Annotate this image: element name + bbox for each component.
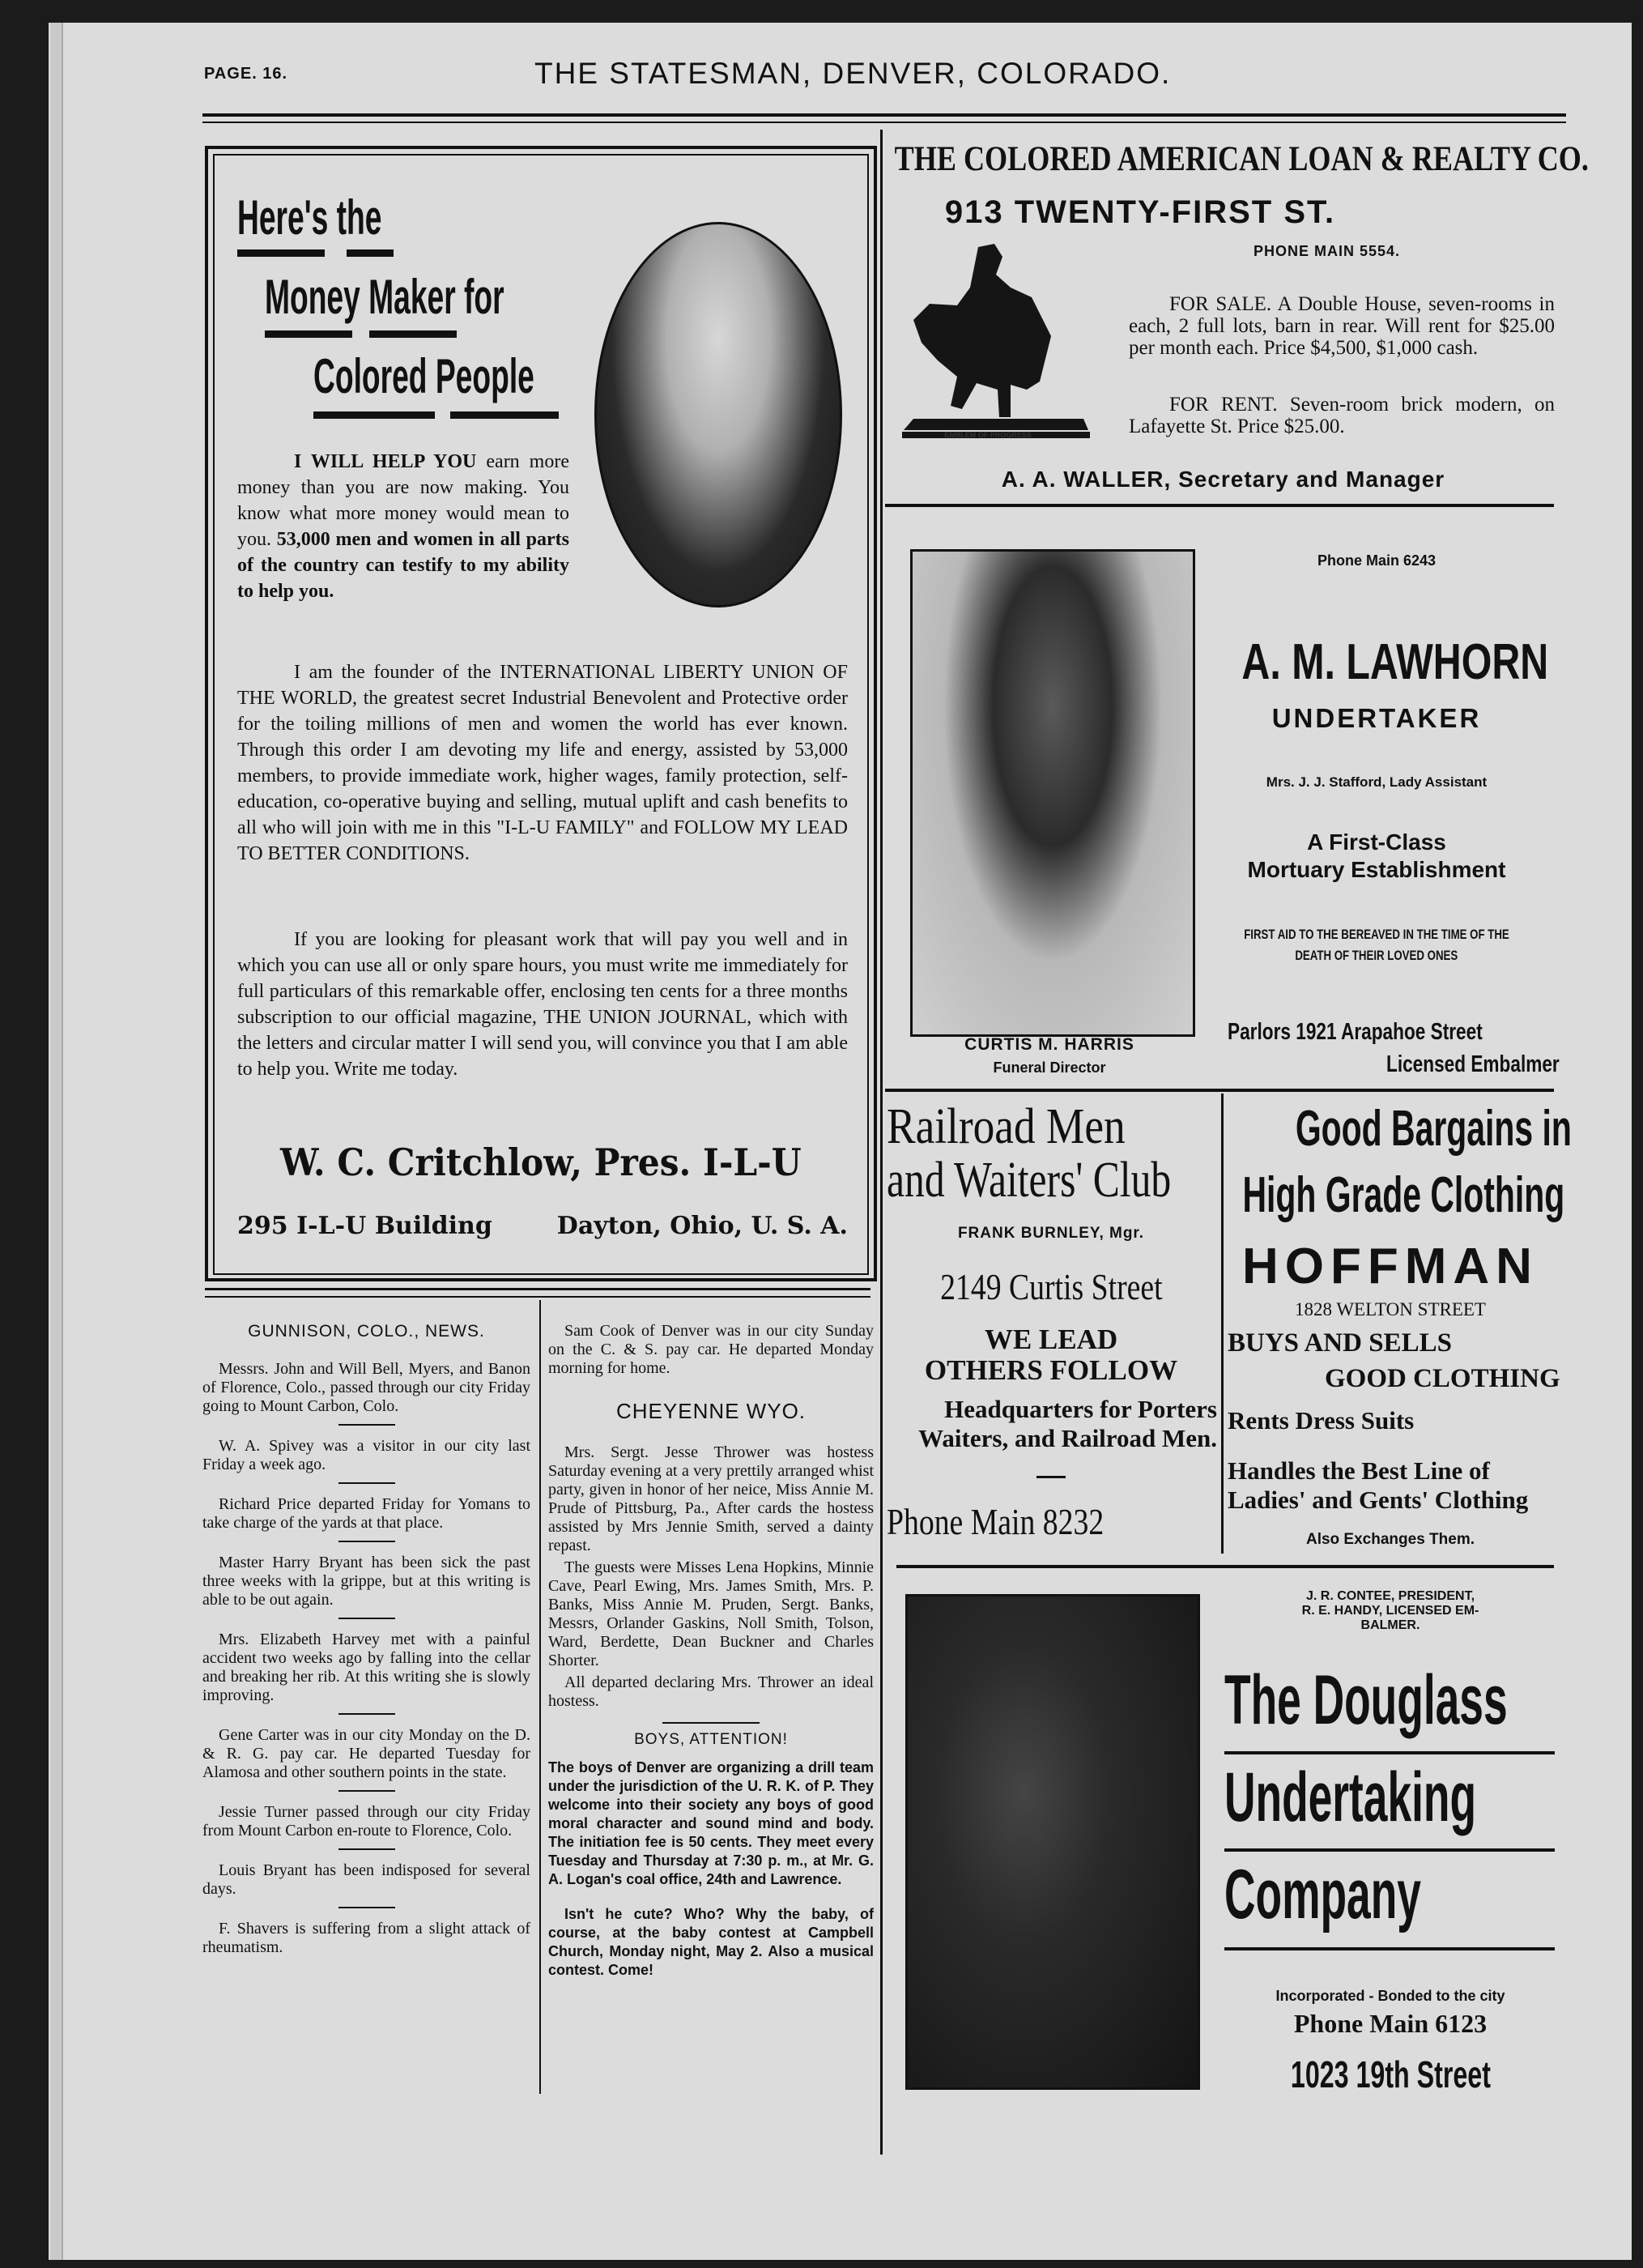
hoffman-title-2-text: High Grade Clothing <box>1242 1167 1565 1223</box>
critchlow-ad <box>205 146 877 1281</box>
railroad-phone <box>887 1500 1151 1543</box>
lawhorn-role: UNDERTAKER <box>1271 703 1482 733</box>
railroad-manager: FRANK BURNLEY, Mgr. <box>957 1225 1145 1242</box>
douglass-officer-2: R. E. HANDY, LICENSED EM- <box>1301 1604 1479 1618</box>
railroad-lead-1: WE LEAD <box>984 1324 1118 1355</box>
railroad-dash <box>1036 1476 1066 1478</box>
loan-street: 913 TWENTY-FIRST ST. <box>944 194 1336 230</box>
douglass-rule-3 <box>1224 1947 1555 1950</box>
news-item: Messrs. John and Will Bell, Myers, and Banon of Florence, Colo., passed through our city Friday going to Mount Carbon, Colo. <box>202 1360 530 1415</box>
douglass-officer-1: J. R. CONTEE, PRESIDENT, <box>1305 1589 1475 1603</box>
ad-signature <box>208 1140 874 1184</box>
loan-title-text: THE COLORED AMERICAN LOAN & REALTY CO. <box>894 140 1589 178</box>
hoffman-buys: BUYS AND SELLS <box>1228 1328 1452 1358</box>
lawhorn-first-aid-1-text: FIRST AID TO THE BEREAVED IN THE TIME OF THE <box>1244 927 1509 942</box>
lawhorn-first-aid-2-text: DEATH OF THEIR LOVED ONES <box>1295 948 1458 963</box>
ad-address-city: Dayton, Ohio, U. S. A. <box>556 1212 848 1240</box>
cheyenne-heading: CHEYENNE WYO. <box>615 1399 807 1423</box>
hoffman-good-clothing: GOOD CLOTHING <box>1325 1364 1560 1393</box>
douglass-title-1 <box>1224 1660 1643 1741</box>
lawhorn-embalmer <box>1386 1051 1608 1078</box>
loan-realty-ad <box>885 139 1589 179</box>
news-item: Jessie Turner passed through our city Friday from Mount Carbon en-route to Florence, Colo. <box>202 1803 530 1840</box>
hoffman-title-2 <box>1224 1166 1565 1224</box>
lawhorn-name-text: A. M. LAWHORN <box>1241 634 1549 690</box>
gunnison-news <box>202 1322 530 1965</box>
hoffman-line-2: Ladies' and Gents' Clothing <box>1228 1486 1529 1514</box>
loan-rule <box>885 504 1554 507</box>
news-divider <box>338 1541 395 1542</box>
loan-logo-label: EMBLEM OF PROGRESS <box>944 431 1032 439</box>
cheyenne-column <box>548 1322 874 1988</box>
page-edge <box>50 23 63 2260</box>
guest-list: The guests were Misses Lena Hopkins, Minnie Cave, Pearl Ewing, Mrs. James Smith, Mrs. P. Banks, Miss Annie M. Pruden, Sergt. Banks, Messrs, Orlander Gaskins, Noll Smith, Tolson, Ward, Berdette, Dean Buckner and Charles Shorter. <box>548 1558 874 1669</box>
hoffman-title-1 <box>1224 1100 1572 1157</box>
ad-paragraph-1 <box>237 449 569 604</box>
loan-title <box>885 139 1589 179</box>
ad-address-building: 295 I-L-U Building <box>237 1212 492 1240</box>
baby-contest-item: Isn't he cute? Who? Why the baby, of course, at the baby contest at Campbell Church, Monday night, May 2. Also a musical contest. Come! <box>548 1906 874 1978</box>
headline-bars-3 <box>313 407 559 422</box>
news-item: W. A. Spivey was a visitor in our city last Friday a week ago. <box>202 1437 530 1473</box>
railroad-title-2-text: and Waiters' Club <box>887 1153 1172 1208</box>
lawhorn-first-aid-1 <box>1198 927 1555 943</box>
douglass-officer-3: BALMER. <box>1360 1618 1420 1632</box>
news-divider <box>338 1424 395 1426</box>
douglass-phone: Phone Main 6123 <box>1293 2009 1488 2038</box>
douglass-rule-2 <box>1224 1848 1555 1852</box>
masthead-rule <box>202 113 1566 117</box>
news-item: Mrs. Elizabeth Harvey met with a painful accident two weeks ago by falling into the cellar and breaking her rib. At this writing she is slowly improving. <box>202 1631 530 1704</box>
thrower-party: Mrs. Sergt. Jesse Thrower was hostess Saturday evening at a very prettily arranged whist party, given in honor of her neice, Miss Annie M. Prude of Pittsburg, Pa., After cards the hostess assisted by Mrs Jennie Smith, served a dainty repast. <box>548 1443 874 1554</box>
lawhorn-name <box>1198 633 1555 691</box>
lawhorn-parlors-text: Parlors 1921 Arapahoe Street <box>1228 1019 1483 1045</box>
ad-paragraph-1-text: earn more money than you are now making. You know what more money would mean to you. <box>237 451 569 550</box>
news-rule <box>205 1288 870 1290</box>
news-item: Master Harry Bryant has been sick the past three weeks with la grippe, but at this writing is able to be out again. <box>202 1554 530 1609</box>
news-item: Gene Carter was in our city Monday on the D. & R. G. pay car. He departed Tuesday for Alamosa and other southern points in the state. <box>202 1726 530 1781</box>
douglass-portrait <box>905 1594 1200 2090</box>
hoffman-street: 1828 WELTON STREET <box>1295 1299 1486 1319</box>
douglass-title-1-text: The Douglass <box>1224 1661 1508 1739</box>
railroad-lead-2: OTHERS FOLLOW <box>924 1354 1178 1386</box>
photo-caption-title: Funeral Director <box>993 1059 1106 1076</box>
ad-paragraph-3: If you are looking for pleasant work that will pay you well and in which you can use all or only spare hours, you must write me immediately for full particulars of this remarkable offer, enclosing ten cents for a three months subscription to our official magazine, THE UNION JOURNAL, which with the letters and circular matter I will send you, will convince you that I am able to help you. Write me today. <box>237 929 848 1080</box>
page-number: PAGE. 16. <box>204 65 288 83</box>
railroad-title-2 <box>887 1152 1242 1209</box>
curtis-harris-photo <box>910 549 1195 1037</box>
critchlow-portrait <box>594 222 842 608</box>
news-divider <box>338 1907 395 1908</box>
railroad-phone-text: Phone Main 8232 <box>887 1501 1105 1542</box>
douglass-title-3-text: Company <box>1224 1856 1421 1933</box>
newspaper-title: THE STATESMAN, DENVER, COLORADO. <box>534 57 1172 90</box>
hoffman-exchanges: Also Exchanges Them. <box>1305 1531 1475 1548</box>
loan-manager: A. A. WALLER, Secretary and Manager <box>1001 467 1445 492</box>
hoffman-title-1-text: Good Bargains in <box>1295 1101 1572 1157</box>
news-divider <box>338 1618 395 1619</box>
headline-bars-2 <box>265 326 457 341</box>
loan-horse-logo-icon <box>889 239 1100 441</box>
ad-signature-text: W. C. Critchlow, Pres. I-L-U <box>280 1140 802 1184</box>
douglass-incorporated: Incorporated - Bonded to the city <box>1275 1988 1505 2004</box>
lawhorn-rule <box>885 1089 1554 1092</box>
gunnison-heading: GUNNISON, COLO., NEWS. <box>248 1322 485 1341</box>
headline-bars-1 <box>237 245 394 260</box>
ad-paragraph-2: I am the founder of the INTERNATIONAL LIBERTY UNION OF THE WORLD, the greatest secret Industrial Benevolent and Protective order for the toiling millions of men and women the world has ever known. Through this order I am devoting my life and energy, assisted by 53,000 members, to provide immediate work, higher wages, family protection, self-education, co-operative buying and selling, mutual uplift and cash benefits to all who will join with me in this "I-L-U FAMILY" and FOLLOW MY LEAD TO BETTER CONDITIONS. <box>237 662 848 864</box>
news-item: Richard Price departed Friday for Yomans to take charge of the yards at that place. <box>202 1495 530 1532</box>
headline-line-2: Money Maker for <box>265 270 504 324</box>
gunnison-items <box>202 1360 530 1957</box>
lawhorn-phone: Phone Main 6243 <box>1317 552 1437 569</box>
news-divider <box>338 1482 395 1484</box>
railroad-hq-2: Waiters, and Railroad Men. <box>918 1424 1217 1452</box>
lawhorn-tagline-1: A First-Class <box>1307 829 1446 855</box>
douglass-officers <box>1224 1589 1556 1633</box>
boys-heading: BOYS, ATTENTION! <box>634 1731 788 1748</box>
news-divider <box>338 1848 395 1850</box>
douglass-rule-1 <box>1224 1751 1555 1754</box>
news-divider <box>338 1790 395 1792</box>
cheyenne-divider <box>662 1722 760 1724</box>
lawhorn-embalmer-text: Licensed Embalmer <box>1386 1051 1560 1077</box>
lawhorn-tagline-2: Mortuary Establishment <box>1247 857 1506 882</box>
lawhorn-assistant: Mrs. J. J. Stafford, Lady Assistant <box>1266 774 1488 790</box>
hoffman-rents: Rents Dress Suits <box>1228 1406 1415 1435</box>
column-divider <box>880 130 883 2155</box>
photo-caption-name: CURTIS M. HARRIS <box>964 1035 1134 1054</box>
loan-for-rent: FOR RENT. Seven-room brick modern, on Lafayette St. Price $25.00. <box>1129 394 1555 437</box>
hoffman-name: HOFFMAN <box>1242 1238 1539 1294</box>
railroad-street <box>885 1265 1217 1308</box>
loan-for-sale: FOR SALE. A Double House, seven-rooms in each, 2 full lots, barn in rear. Will rent for $25.00 per month each. Price $4,500, $1,000 cash. <box>1129 293 1555 359</box>
ad-paragraph-1-bold: 53,000 men and women in all parts of the country can testify to my ability to help you. <box>237 529 570 602</box>
douglass-title-3 <box>1224 1855 1542 1935</box>
headline-line-1: Here's the <box>237 190 382 245</box>
lawhorn-parlors <box>1228 1019 1555 1046</box>
ad-headline <box>237 190 470 245</box>
sam-cook-item: Sam Cook of Denver was in our city Sunday on the C. & S. pay car. He departed Monday morning for home. <box>548 1322 874 1377</box>
douglass-title-2 <box>1224 1758 1631 1838</box>
masthead-rule-2 <box>202 122 1566 123</box>
railroad-hq-1: Headquarters for Porters <box>944 1395 1217 1423</box>
hoffman-line-1: Handles the Best Line of <box>1228 1456 1490 1485</box>
help-you-lead: I WILL HELP YOU <box>294 451 477 472</box>
railroad-title-1 <box>887 1098 1164 1156</box>
headline-line-3: Colored People <box>313 349 534 403</box>
news-rule-2 <box>205 1296 870 1298</box>
douglass-street <box>1224 2053 1556 2096</box>
thrower-closing: All departed declaring Mrs. Thrower an ideal hostess. <box>548 1673 874 1710</box>
news-item: F. Shavers is suffering from a slight attack of rheumatism. <box>202 1920 530 1956</box>
news-item: Louis Bryant has been indisposed for several days. <box>202 1861 530 1898</box>
boys-item: The boys of Denver are organizing a drill team under the jurisdiction of the U. R. K. of P. They welcome into their society any boys of good moral character and sound mind and body. The initiation fee is 50 cents. They meet every Tuesday and Thursday at 7:30 p. m., at Mr. G. A. Logan's coal office, 24th and Lawrence. <box>548 1759 874 1887</box>
douglass-street-text: 1023 19th Street <box>1290 2053 1491 2095</box>
railroad-title-1-text: Railroad Men <box>887 1099 1126 1154</box>
news-column-divider <box>539 1300 541 2094</box>
lawhorn-first-aid-2 <box>1198 948 1555 964</box>
douglass-title-2-text: Undertaking <box>1224 1759 1477 1836</box>
hoffman-rule <box>896 1565 1554 1568</box>
railroad-street-text: 2149 Curtis Street <box>939 1266 1163 1307</box>
news-divider <box>338 1713 395 1715</box>
loan-phone: PHONE MAIN 5554. <box>1254 243 1401 259</box>
